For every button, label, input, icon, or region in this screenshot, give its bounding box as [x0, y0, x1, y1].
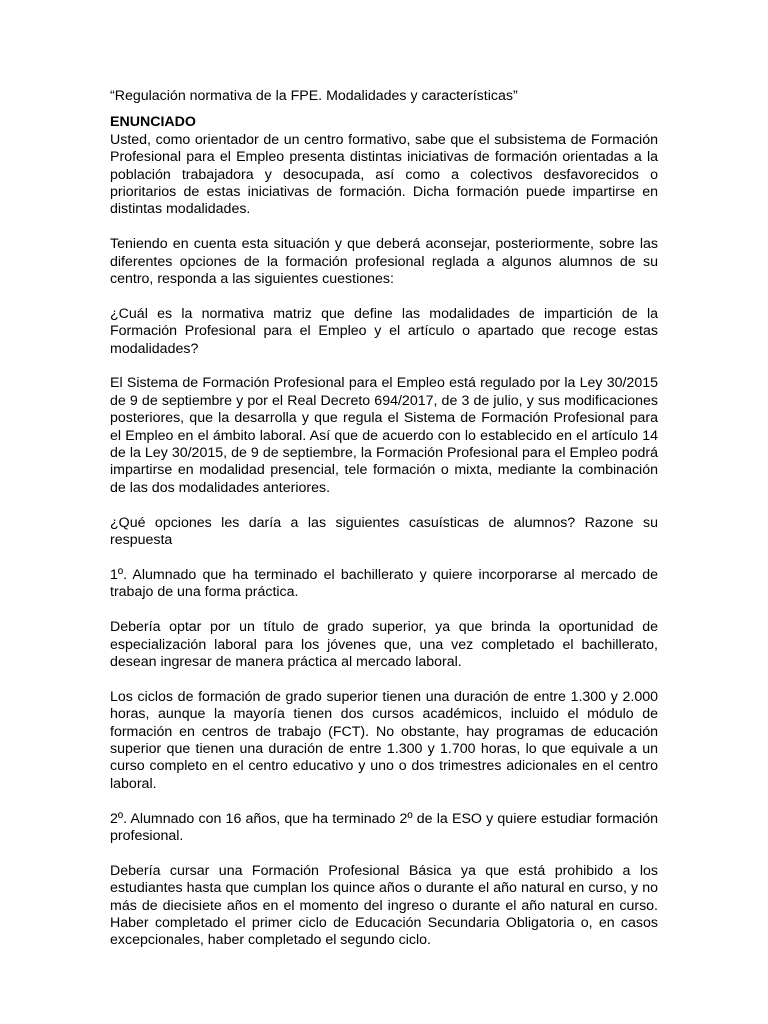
case-1-answer: Debería optar por un título de grado superior, ya que brinda la oportunidad de especialización laboral para los jóvenes que, una vez completado el bachillerato, desean ingresar de manera práctica al mercado laboral. [110, 619, 658, 670]
question-1: ¿Cuál es la normativa matriz que define las modalidades de impartición de la Formación Profesional para el Empleo y el artículo o apartado que recoge estas modalidades? [110, 305, 658, 357]
case-1-detail: Los ciclos de formación de grado superior tienen una duración de entre 1.300 y 2.000 horas, aunque la mayoría tienen dos cursos académicos, incluido el módulo de formación en centros de trabajo (FCT). No obstante, hay programas de educación superior que tienen una duración de entre 1.300 y 1.700 horas, lo que equivale a un curso completo en el centro educativo y uno o dos trimestres adicionales en el centro laboral. [110, 688, 658, 792]
paragraph-context: Usted, como orientador de un centro formativo, sabe que el subsistema de Formación Profesional para el Empleo presenta distintas iniciativas de formación orientadas a la población trabajadora y desocupada, así como a colectivos desfavorecidos o prioritarios de estas iniciativas de formación. Dicha formación puede impartirse en distintas modalidades. [110, 131, 658, 218]
document-page [110, 88, 658, 967]
question-2: ¿Qué opciones les daría a las siguientes casuísticas de alumnos? Razone su respuesta [110, 514, 658, 549]
paragraph-instruction: Teniendo en cuenta esta situación y que deberá aconsejar, posteriormente, sobre las diferentes opciones de la formación profesional reglada a algunos alumnos de su centro, responda a las siguientes cuestiones: [110, 236, 658, 288]
document-title: “Regulación normativa de la FPE. Modalidades y características” [110, 88, 518, 104]
case-2: 2º. Alumnado con 16 años, que ha terminado 2º de la ESO y quiere estudiar formación profesional. [110, 810, 658, 844]
case-2-answer: Debería cursar una Formación Profesional Básica ya que está prohibido a los estudiantes hasta que cumplan los quince años o durante el año natural en curso, y no más de diecisiete años en el momento del ingreso o durante el año natural en curso. Haber completado el primer ciclo de Educación Secundaria Obligatoria o, en casos excepcionales, haber completado el segundo ciclo. [110, 862, 658, 949]
answer-1: El Sistema de Formación Profesional para el Empleo está regulado por la Ley 30/2015 de 9 de septiembre y por el Real Decreto 694/2017, de 3 de julio, y sus modificaciones posteriores, que la desarrolla y que regula el Sistema de Formación Profesional para el Empleo en el ámbito laboral. Así que de acuerdo con lo establecido en el artículo 14 de la Ley 30/2015, de 9 de septiembre, la Formación Profesional para el Empleo podrá impartirse en modalidad presencial, tele formación o mixta, mediante la combinación de las dos modalidades anteriores. [110, 375, 658, 496]
case-1: 1º. Alumnado que ha terminado el bachillerato y quiere incorporarse al mercado de trabajo de una forma práctica. [110, 566, 658, 601]
section-heading: ENUNCIADO [110, 114, 196, 131]
